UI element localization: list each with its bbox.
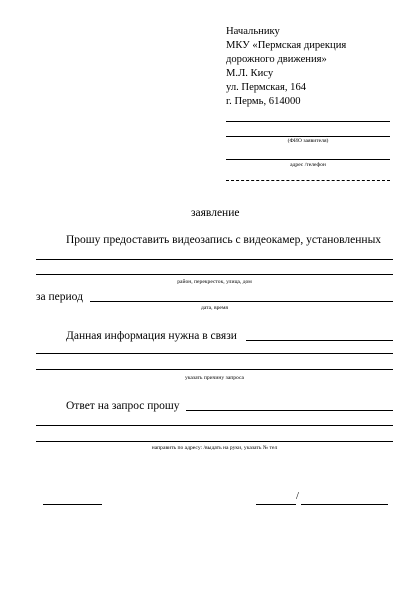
reason-line	[36, 353, 393, 354]
answer-line	[36, 441, 393, 442]
signature-separator: /	[296, 491, 299, 502]
addressee-line: дорожного движения»	[226, 54, 327, 65]
address-caption: адрес /телефон	[290, 162, 326, 168]
applicant-fio-line	[226, 136, 390, 137]
request-text: Прошу предоставить видеозапись с видеокамер, установленных	[66, 234, 382, 246]
answer-line	[36, 425, 393, 426]
signature-line	[256, 504, 296, 505]
addressee-line: г. Пермь, 614000	[226, 96, 301, 107]
applicant-line	[226, 121, 390, 122]
document-title: заявление	[191, 207, 240, 219]
date-line	[43, 504, 102, 505]
reason-line	[246, 340, 393, 341]
period-caption: дата, время	[200, 305, 228, 311]
answer-line	[186, 410, 393, 411]
addressee-line: Начальнику	[226, 26, 280, 37]
addressee-line: М.Л. Кису	[226, 68, 274, 79]
period-line	[90, 301, 393, 302]
answer-label: Ответ на запрос прошу	[66, 400, 180, 412]
location-line	[36, 274, 393, 275]
reason-caption: указать причину запроса	[184, 375, 244, 381]
addressee-line: ул. Пермская, 164	[226, 82, 307, 93]
fio-caption: (ФИО заявителя)	[287, 138, 329, 144]
reason-label: Данная информация нужна в связи	[66, 330, 237, 342]
addressee-block	[226, 25, 346, 109]
location-line	[36, 259, 393, 260]
reason-line	[36, 369, 393, 370]
answer-caption: направить по адресу: /выдать на руки, указать № тел	[151, 445, 278, 451]
location-caption: район, перекресток, улица, дом	[177, 279, 252, 285]
period-label: за период	[36, 291, 83, 303]
signature-name-line	[301, 504, 388, 505]
applicant-phone-line	[226, 180, 390, 181]
addressee-line: МКУ «Пермская дирекция	[226, 40, 347, 51]
applicant-address-line	[226, 159, 390, 160]
